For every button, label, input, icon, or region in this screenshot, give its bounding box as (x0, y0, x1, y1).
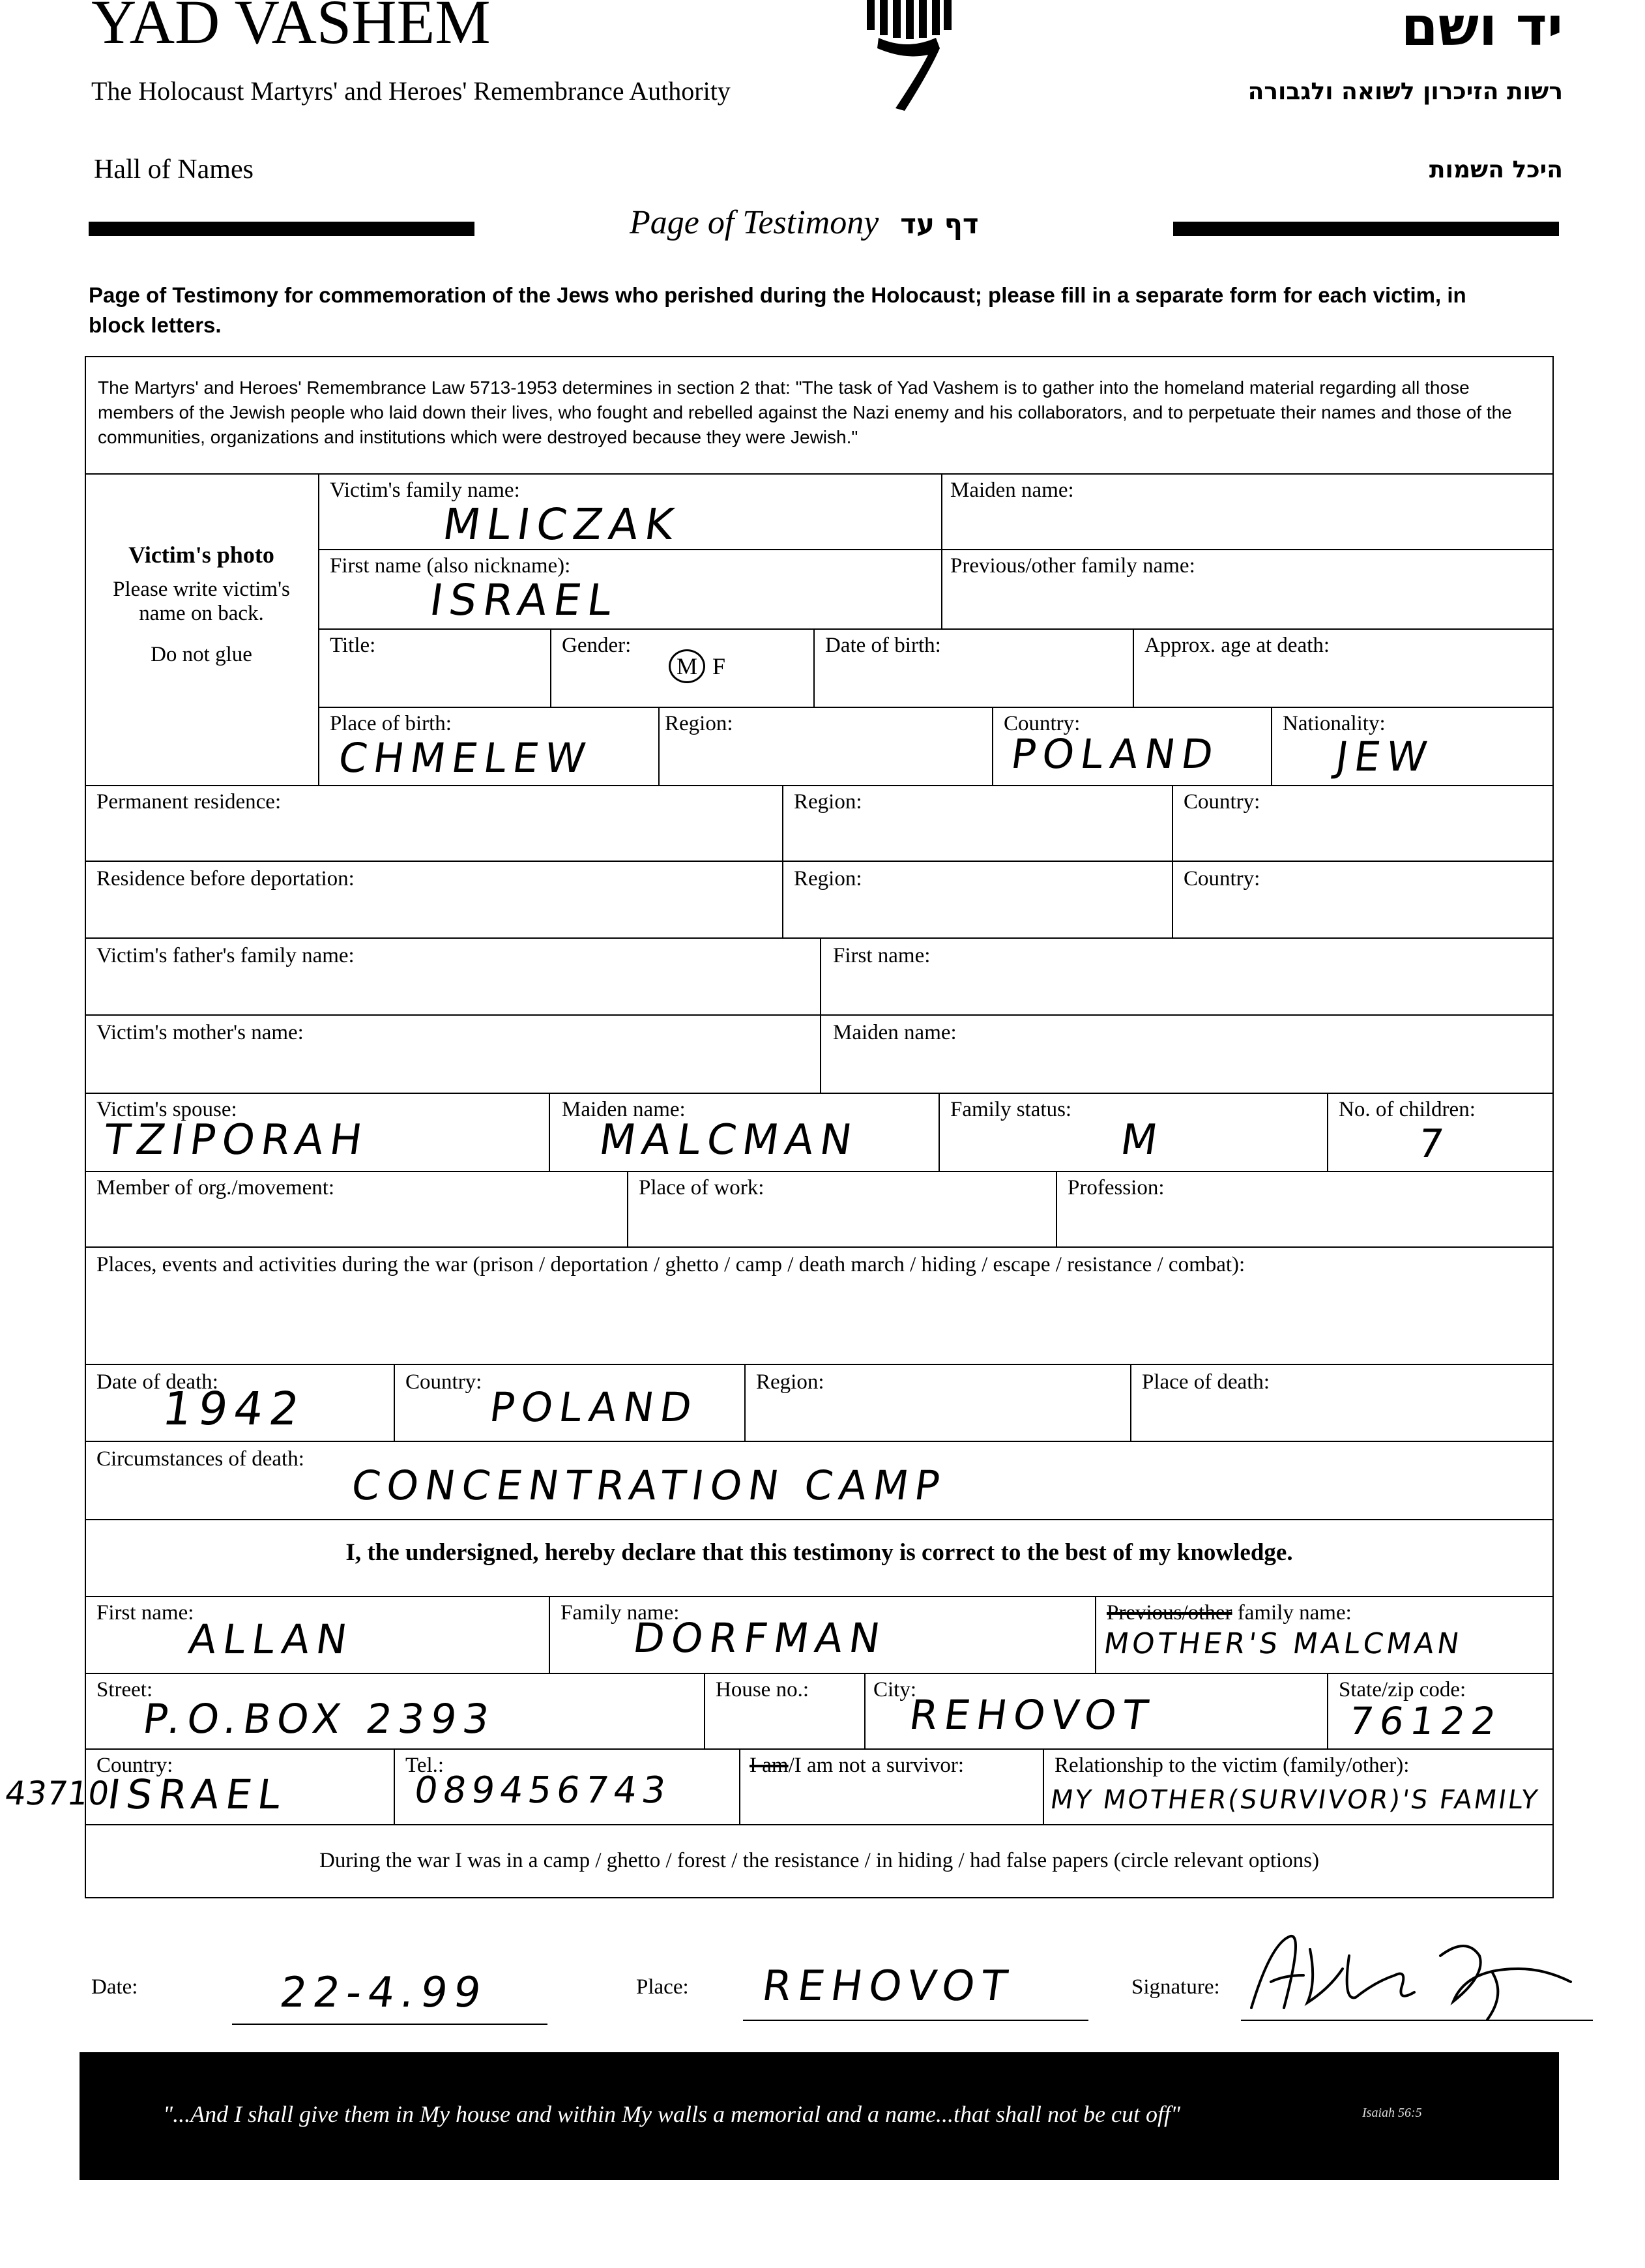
victim-date-of-death[interactable]: 1942 (159, 1382, 309, 1436)
submitter-family-name[interactable]: DORFMAN (630, 1614, 890, 1662)
victim-family-name[interactable]: MLICZAK (439, 499, 684, 550)
photo-line-1: Please write victim's (113, 578, 290, 601)
gender-m-circled[interactable]: M (669, 649, 705, 683)
label-places-events: Places, events and activities during the war (prison / deportation / ghetto / camp / death march / hiding / escape / resistance / combat): (96, 1253, 1245, 1276)
hebrew-hall: היכל השמות (1429, 156, 1563, 183)
label-dob: Date of birth: (825, 634, 941, 657)
place-line (743, 2020, 1088, 2021)
victim-family-status[interactable]: M (1117, 1116, 1167, 1164)
submitter-first-name[interactable]: ALLAN (185, 1615, 357, 1663)
submitter-city[interactable]: REHOVOT (906, 1691, 1157, 1739)
label-country-before: Country: (1184, 867, 1260, 891)
victim-death-country[interactable]: POLAND (486, 1383, 701, 1431)
submitter-prev-family[interactable]: MOTHER'S MALCMAN (1101, 1627, 1464, 1660)
menorah-logo (859, 0, 955, 124)
submitter-country[interactable]: ISRAEL (104, 1771, 291, 1818)
submitter-place[interactable]: REHOVOT (759, 1962, 1017, 2010)
hebrew-name: יד ושם (1401, 0, 1563, 58)
hall-of-names: Hall of Names (94, 155, 254, 184)
victim-first-name[interactable]: ISRAEL (426, 575, 622, 625)
during-war-options[interactable]: During the war I was in a camp / ghetto / forest / the resistance / in hiding / had false papers (circle relevant options) (319, 1849, 1319, 1872)
title-rule-left (89, 222, 474, 236)
label-nationality: Nationality: (1283, 712, 1386, 735)
org-subtitle: The Holocaust Martyrs' and Heroes' Remembrance Authority (91, 76, 731, 106)
signature-line (1241, 2020, 1593, 2021)
label-profession: Profession: (1068, 1176, 1165, 1200)
submitter-street[interactable]: P.O.BOX 2393 (139, 1695, 499, 1743)
label-region-before: Region: (794, 867, 862, 891)
victim-children[interactable]: 7 (1415, 1121, 1453, 1167)
label-mother-name: Victim's mother's name: (96, 1021, 304, 1044)
photo-block[interactable] (86, 541, 317, 667)
label-member-org: Member of org./movement: (96, 1176, 335, 1200)
label-survivor (750, 1754, 964, 1778)
label-sub-prev-rest: family name: (1232, 1601, 1352, 1625)
victim-nationality[interactable]: JEW (1332, 733, 1436, 780)
photo-title: Victim's photo (128, 542, 274, 568)
signature-handwritten[interactable] (1245, 1930, 1597, 2021)
label-date-of-death: Date of death: (96, 1370, 218, 1394)
label-survivor-struck: I am (750, 1754, 789, 1777)
label-circumstances: Circumstances of death: (96, 1447, 304, 1471)
date-line (232, 2024, 547, 2025)
label-survivor-rest: /I am not a survivor: (788, 1754, 965, 1777)
label-father-family: Victim's father's family name: (96, 944, 355, 967)
law-text: The Martyrs' and Heroes' Remembrance Law 5713-1953 determines in section 2 that: "The task of Yad Vashem is to gather into the homeland material regarding all those members of the Jewish people who laid down their lives, who fought and rebelled against the Nazi enemy and his collaborators, and to perpetuate their names and those of the communities, organizations and institutions which were destroyed because they were Jewish." (98, 377, 1512, 447)
label-place-of-death: Place of death: (1142, 1370, 1270, 1394)
photo-line-2: name on back. (139, 602, 264, 625)
footer-quote: "...And I shall give them in My house and within My walls a memorial and a name...that shall not be cut off" (163, 2101, 1181, 2127)
label-mother-maiden: Maiden name: (833, 1021, 957, 1044)
label-country-birth: Country: (1004, 712, 1081, 735)
gender-f[interactable]: F (712, 653, 726, 679)
label-sub-first: First name: (96, 1601, 194, 1625)
label-residence-before: Residence before deportation: (96, 867, 355, 891)
submitter-relationship[interactable]: MY MOTHER(SURVIVOR)'S FAMILY (1048, 1785, 1541, 1815)
form-title (630, 203, 979, 242)
label-sub-prev-struck: Previous/other (1107, 1601, 1232, 1625)
label-death-region: Region: (756, 1370, 824, 1394)
label-gender: Gender: (562, 634, 632, 657)
label-family-status: Family status: (950, 1098, 1072, 1121)
victim-spouse[interactable]: TZIPORAH (100, 1116, 371, 1164)
declaration: I, the undersigned, hereby declare that this testimony is correct to the best of my knowledge. (345, 1539, 1293, 1566)
label-region-birth: Region: (665, 712, 733, 735)
label-title: Title: (330, 634, 376, 657)
gender-options[interactable] (669, 649, 725, 683)
submitter-tel[interactable]: 089456743 (411, 1769, 674, 1812)
label-street: Street: (96, 1678, 153, 1701)
label-sub-country: Country: (96, 1754, 173, 1777)
label-maiden-name: Maiden name: (950, 479, 1074, 502)
victim-place-of-birth[interactable]: CHMELEW (335, 734, 595, 782)
label-death-country: Country: (405, 1370, 482, 1394)
victim-circumstances[interactable]: CONCENTRATION CAMP (348, 1462, 950, 1509)
form-title-he: דף עד (900, 208, 979, 240)
title-rule-right (1173, 222, 1559, 236)
form-title-en: Page of Testimony (630, 204, 879, 241)
org-name: YAD VASHEM (91, 0, 491, 57)
label-region-perm: Region: (794, 790, 862, 814)
label-first-name: First name (also nickname): (330, 554, 571, 578)
victim-country[interactable]: POLAND (1008, 730, 1223, 778)
label-prev-family: Previous/other family name: (950, 554, 1195, 578)
margin-note: 43710 (2, 1775, 112, 1812)
label-city: City: (873, 1678, 917, 1701)
submitter-zip[interactable]: 76122 (1346, 1699, 1506, 1743)
label-children: No. of children: (1339, 1098, 1476, 1121)
intro-text: Page of Testimony for commemoration of the Jews who perished during the Holocaust; please fill in a separate form for each victim, in block letters. (89, 283, 1466, 338)
label-house-no: House no.: (716, 1678, 809, 1701)
label-pob: Place of birth: (330, 712, 452, 735)
label-place-of-work: Place of work: (639, 1176, 764, 1200)
label-sub-family: Family name: (560, 1601, 680, 1625)
label-family-name: Victim's family name: (330, 479, 520, 502)
photo-line-3: Do not glue (151, 643, 252, 666)
label-date: Date: (91, 1975, 138, 1999)
label-age: Approx. age at death: (1144, 634, 1330, 657)
label-zip: State/zip code: (1339, 1678, 1466, 1701)
label-sub-prev (1107, 1601, 1352, 1625)
label-permanent-residence: Permanent residence: (96, 790, 282, 814)
footer-source: Isaiah 56:5 (1362, 2106, 1422, 2120)
label-relationship: Relationship to the victim (family/other): (1055, 1754, 1410, 1777)
label-father-first: First name: (833, 944, 931, 967)
label-signature: Signature: (1131, 1975, 1220, 1999)
label-place: Place: (636, 1975, 689, 1999)
label-tel: Tel.: (405, 1754, 444, 1777)
spouse-maiden-name[interactable]: MALCMAN (596, 1116, 862, 1164)
submitter-date[interactable]: 22-4.99 (276, 1969, 491, 2017)
hebrew-subtitle: רשות הזיכרון לשואה ולגבורה (1247, 78, 1563, 105)
label-spouse-maiden: Maiden name: (562, 1098, 686, 1121)
label-spouse: Victim's spouse: (96, 1098, 237, 1121)
label-country-perm: Country: (1184, 790, 1260, 814)
